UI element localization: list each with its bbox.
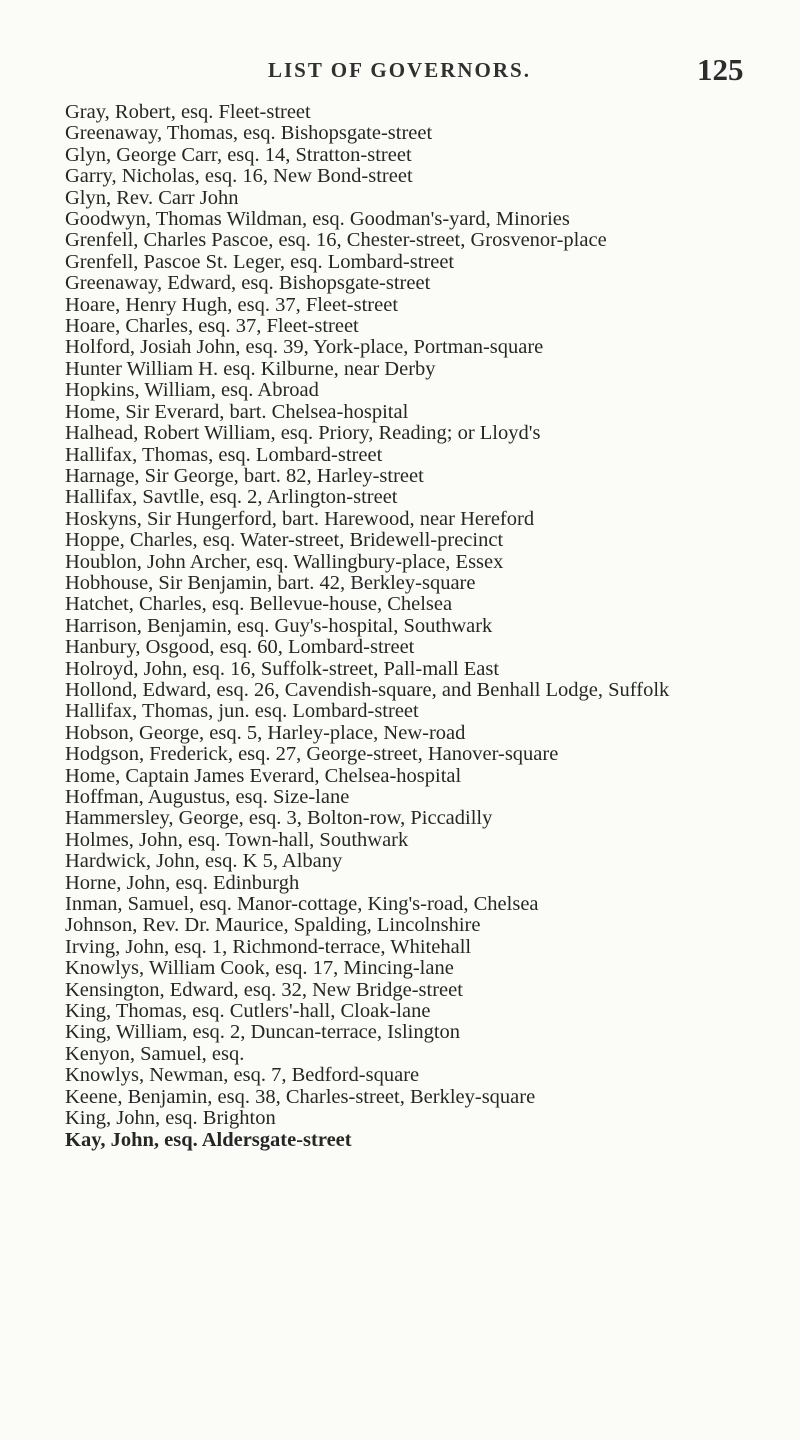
list-item: Glyn, Rev. Carr John [65,186,239,209]
running-title: LIST OF GOVERNORS. [268,58,531,82]
list-item: Hobhouse, Sir Benjamin, bart. 42, Berkley-square [65,571,476,594]
list-item: Harnage, Sir George, bart. 82, Harley-street [65,464,424,487]
list-item: Greenaway, Edward, esq. Bishopsgate-street [65,272,431,295]
page-number: 125 [697,52,744,87]
list-item: Knowlys, William Cook, esq. 17, Mincing-lane [65,957,454,980]
list-item: Houblon, John Archer, esq. Wallingbury-place, Essex [65,550,504,573]
list-item: Hammersley, George, esq. 3, Bolton-row, Piccadilly [65,807,493,830]
list-item: Gray, Robert, esq. Fleet-street [65,101,311,123]
list-item: Hoare, Charles, esq. 37, Fleet-street [65,315,359,338]
list-item: Hatchet, Charles, esq. Bellevue-house, Chelsea [65,593,453,616]
list-item: Glyn, George Carr, esq. 14, Stratton-street [65,143,412,166]
list-item: Hunter William H. esq. Kilburne, near Derby [65,357,436,380]
list-item: Grenfell, Pascoe St. Leger, esq. Lombard-street [65,250,455,273]
list-item: Harrison, Benjamin, esq. Guy's-hospital, Southwark [65,614,493,637]
list-item: Garry, Nicholas, esq. 16, New Bond-street [65,165,413,188]
list-item: Holford, Josiah John, esq. 39, York-place, Portman-square [65,336,544,359]
list-item: Halhead, Robert William, esq. Priory, Reading; or Lloyd's [65,422,541,445]
list-item: Hanbury, Osgood, esq. 60, Lombard-street [65,636,415,659]
list-item: Goodwyn, Thomas Wildman, esq. Goodman's-yard, Minories [65,208,570,231]
list-item: Kenyon, Samuel, esq. [65,1042,245,1065]
list-item: Greenaway, Thomas, esq. Bishopsgate-street [65,122,433,145]
list-item: Irving, John, esq. 1, Richmond-terrace, Whitehall [65,935,472,958]
list-item: Kensington, Edward, esq. 32, New Bridge-street [65,978,463,1001]
list-item: Holmes, John, esq. Town-hall, Southwark [65,828,409,851]
list-item: Hodgson, Frederick, esq. 27, George-street, Hanover-square [65,743,559,766]
list-item: Hallifax, Thomas, esq. Lombard-street [65,443,383,466]
list-item: Hoare, Henry Hugh, esq. 37, Fleet-street [65,293,399,316]
running-head [0,52,800,92]
list-item: Horne, John, esq. Edinburgh [65,871,300,894]
list-item: Hallifax, Savtlle, esq. 2, Arlington-street [65,486,398,509]
list-item: Home, Sir Everard, bart. Chelsea-hospital [65,400,409,423]
list-item: Holroyd, John, esq. 16, Suffolk-street, Pall-mall East [65,657,500,680]
list-item: Kay, John, esq. Aldersgate-street [65,1128,352,1151]
list-item: Hoppe, Charles, esq. Water-street, Bridewell-precinct [65,529,504,552]
list-item: Hobson, George, esq. 5, Harley-place, New-road [65,721,466,744]
list-item: Inman, Samuel, esq. Manor-cottage, King's-road, Chelsea [65,893,539,916]
list-item: Hopkins, William, esq. Abroad [65,379,319,402]
list-item: Johnson, Rev. Dr. Maurice, Spalding, Lincolnshire [65,914,481,937]
list-item: Grenfell, Charles Pascoe, esq. 16, Chester-street, Grosvenor-place [65,229,607,252]
list-item: Home, Captain James Everard, Chelsea-hospital [65,764,462,787]
list-item: Hallifax, Thomas, jun. esq. Lombard-street [65,700,419,723]
list-item: Hoskyns, Sir Hungerford, bart. Harewood, near Hereford [65,507,535,530]
list-item: Knowlys, Newman, esq. 7, Bedford-square [65,1064,420,1087]
list-item: King, Thomas, esq. Cutlers'-hall, Cloak-lane [65,1000,431,1023]
list-item: Hoffman, Augustus, esq. Size-lane [65,786,350,808]
list-item: Hardwick, John, esq. K 5, Albany [65,850,343,873]
list-item: King, John, esq. Brighton [65,1107,276,1130]
governors-list [65,102,765,1151]
list-item: King, William, esq. 2, Duncan-terrace, Islington [65,1021,461,1044]
list-item: Hollond, Edward, esq. 26, Cavendish-square, and Benhall Lodge, Suffolk [65,678,670,701]
list-item: Keene, Benjamin, esq. 38, Charles-street, Berkley-square [65,1085,536,1108]
